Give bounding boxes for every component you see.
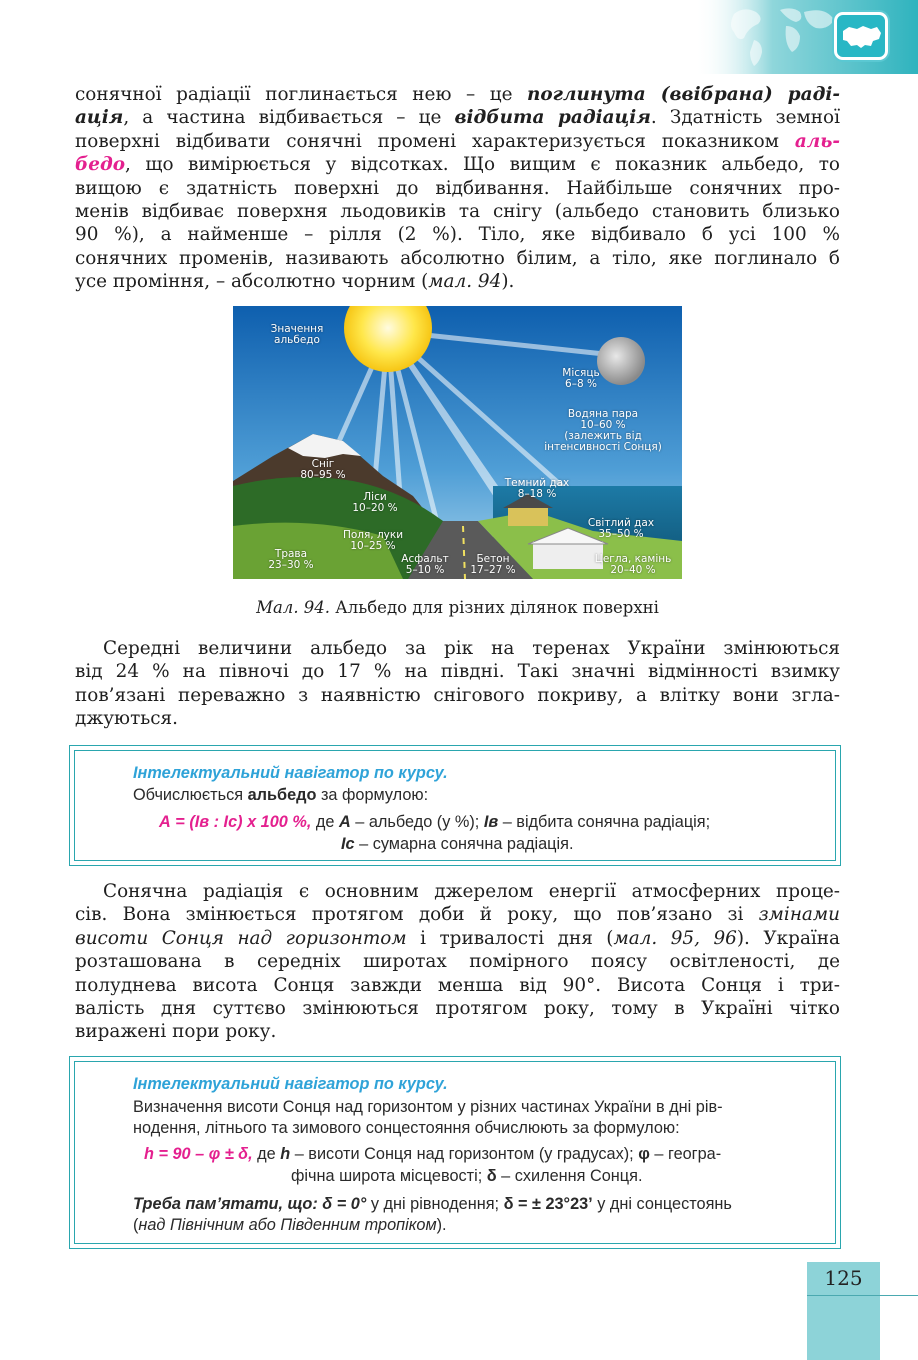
label-dark-roof-value: 8–18 % [517,488,557,500]
label-moon-value: 6–8 % [565,378,597,390]
label-forest [345,492,405,514]
text: – сумарна сонячна радіація. [354,835,574,853]
text: . Здатність земної [650,107,841,129]
text-line: розташована в середніх широтах помірного поясу освітленості, де [75,951,840,973]
label-fields [333,530,413,552]
symbol: δ = ± 23°23’ [503,1195,593,1213]
navigator-formula-line [159,812,710,832]
label-brick [583,554,682,576]
text: – висоти Сонця над горизонтом (у градусах); [290,1145,639,1163]
symbol: Іс [341,835,355,853]
navigator-line: нодення, літнього та зимового сонцестояння обчислюють за формулою: [133,1119,680,1137]
label-forest-value: 10–20 % [352,502,398,514]
emphasis: висоти Сонця над горизонтом [75,927,407,949]
text-line: виражені пори року. [75,1021,277,1043]
label-grass [261,549,321,571]
term-albedo: альбедо [247,786,317,804]
text: у дні сонцестоянь [592,1195,732,1213]
symbol: Ів [483,813,499,831]
text: сонячної радіації поглинається нею – це [75,84,528,105]
label-moon-name: Місяць [562,367,600,379]
label-concrete-value: 17–27 % [470,564,516,576]
text: де [311,813,339,831]
text: – схилення Сонця. [496,1167,643,1185]
note-lead: Треба пам’ятати, що: δ = 0° [133,1195,367,1213]
text: – геогра- [649,1145,722,1163]
navigator-line [133,785,428,805]
label-grass-name: Трава [274,548,308,560]
label-asphalt-value: 5–10 % [405,564,445,576]
text: ). Україна [736,927,841,949]
label-water-vapor [533,409,673,453]
text: фічна широта місцевості; [291,1167,487,1185]
body-paragraph-1 [75,83,840,294]
text: Обчислюється [133,786,248,804]
navigator-title: Інтелектуальний навігатор по курсу. [133,764,448,782]
body-paragraph-2 [75,637,840,731]
text-line: пов’язані переважно з наявністю снігового покриву, а влітку вони згла- [75,684,840,706]
text: , а частина відбивається – це [123,107,455,129]
symbol: h [280,1145,291,1163]
label-fields-value: 10–25 % [350,540,396,552]
caption-text: Альбедо для різних ділянок поверхні [330,598,659,617]
ukraine-map-icon [834,12,888,60]
text: ( [133,1216,139,1234]
text: поверхні відбивати сонячні промені характеризується показником [75,130,795,152]
label-dark-roof [497,478,577,500]
label-brick-value: 20–40 % [610,564,656,576]
symbol: А [338,813,351,831]
label-albedo-title: Значення альбедо [270,323,324,346]
page-number: 125 [824,1266,863,1290]
caption-label: Мал. 94. [256,598,331,617]
emphasis: над Північним або Південним тропіком [138,1216,437,1234]
term-absorbed-radiation-end: ація [75,107,124,129]
text-line: Сонячна радіація є основним джерелом енергії атмосферних проце- [103,881,840,902]
text-line: від 24 % на півночі до 17 % на півдні. Такі значні відмінності взимку [75,661,840,683]
emphasis: змінами [758,904,840,926]
label-snow [293,459,353,481]
text-line: 90 %), а найменше – рілля (2 %). Тіло, яке відбивало б усі 100 % [75,224,840,246]
navigator-formula-line [144,1144,721,1164]
text: ). [436,1216,447,1234]
label-light-roof-value: 35–50 % [598,528,644,540]
albedo-illustration [233,306,682,579]
term-reflected-radiation: відбита радіація [454,107,651,129]
navigator-line: Визначення висоти Сонця над горизонтом у різних частинах України в дні рів- [133,1098,723,1116]
label-grass-value: 23–30 % [268,559,314,571]
navigator-line [133,1215,447,1235]
text: і тривалості дня ( [406,927,614,949]
label-asphalt [395,554,455,576]
label-vapor-note: (залежить від [564,430,642,442]
label-dark-roof-name: Темний дах [504,477,570,489]
label-snow-value: 80–95 % [300,469,346,481]
term-albedo: аль- [794,130,840,152]
text: усе проміння, – абсолютно чорним ( [75,271,429,293]
page-number-rule [807,1295,918,1296]
label-concrete [463,554,523,576]
label-light-roof-name: Світлий дах [587,517,655,529]
text: за формулою: [316,786,429,804]
navigator-line [291,1166,642,1186]
text-line: менів відбиває поверхня льодовиків та снігу (альбедо становить близько [75,200,840,222]
text: де [252,1145,281,1163]
text-line: валість дня суттєво змінюються протягом року, тому в Україні чітко [75,997,840,1019]
text: – відбита сонячна радіація; [498,813,711,831]
text-line: Середні величини альбедо за рік на теренах України змінюються [103,638,840,659]
term-albedo-end: бедо [75,154,126,176]
figure-reference: мал. 94 [428,271,502,293]
text-line: сонячних променів, називають абсолютно білим, а тіло, яке поглинало б [75,247,840,269]
label-forest-name: Ліси [363,491,387,503]
navigator-note-line [133,1194,732,1214]
navigator-title: Інтелектуальний навігатор по курсу. [133,1075,448,1093]
text: ). [501,271,515,293]
sun-height-formula: h = 90 – φ ± δ, [144,1145,253,1163]
text: у дні рівнодення; [366,1195,504,1213]
text: – альбедо (у %); [350,813,484,831]
label-concrete-name: Бетон [476,553,510,565]
text-line: джуються. [75,708,179,730]
text-line: полуднева висота Сонця завжди менша від 90°. Висота Сонця і три- [75,974,840,996]
label-vapor-name: Водяна пара [567,408,639,420]
label-light-roof [581,518,661,540]
navigator-box-albedo [69,745,841,866]
albedo-formula: А = (Ів : Іс) x 100 %, [159,813,312,831]
figure-reference: мал. 95, 96 [613,927,737,949]
term-absorbed-radiation: поглинута (ввібрана) раді- [527,84,840,105]
label-asphalt-name: Асфальт [401,553,449,565]
label-vapor-value: 10–60 % [580,419,626,431]
figure-caption [75,598,840,617]
label-fields-name: Поля, луки [342,529,404,541]
symbol: φ [638,1145,650,1163]
text-line: вищою є здатність поверхні до відбивання. Найбільше сонячних про- [75,177,840,199]
label-snow-name: Сніг [311,458,335,470]
text: сів. Вона змінюється протягом доби й року, що пов’язано зі [75,904,759,926]
navigator-line [341,834,573,854]
navigator-box-sun-height [69,1056,841,1249]
text: , що вимірюється у відсотках. Що вищим є показник альбедо, то [125,154,840,176]
symbol: δ [486,1167,497,1185]
label-brick-name: Цегла, камінь [594,553,672,565]
label-vapor-note: інтенсивності Сонця) [544,441,662,453]
body-paragraph-3 [75,880,840,1044]
label-moon [541,368,621,390]
